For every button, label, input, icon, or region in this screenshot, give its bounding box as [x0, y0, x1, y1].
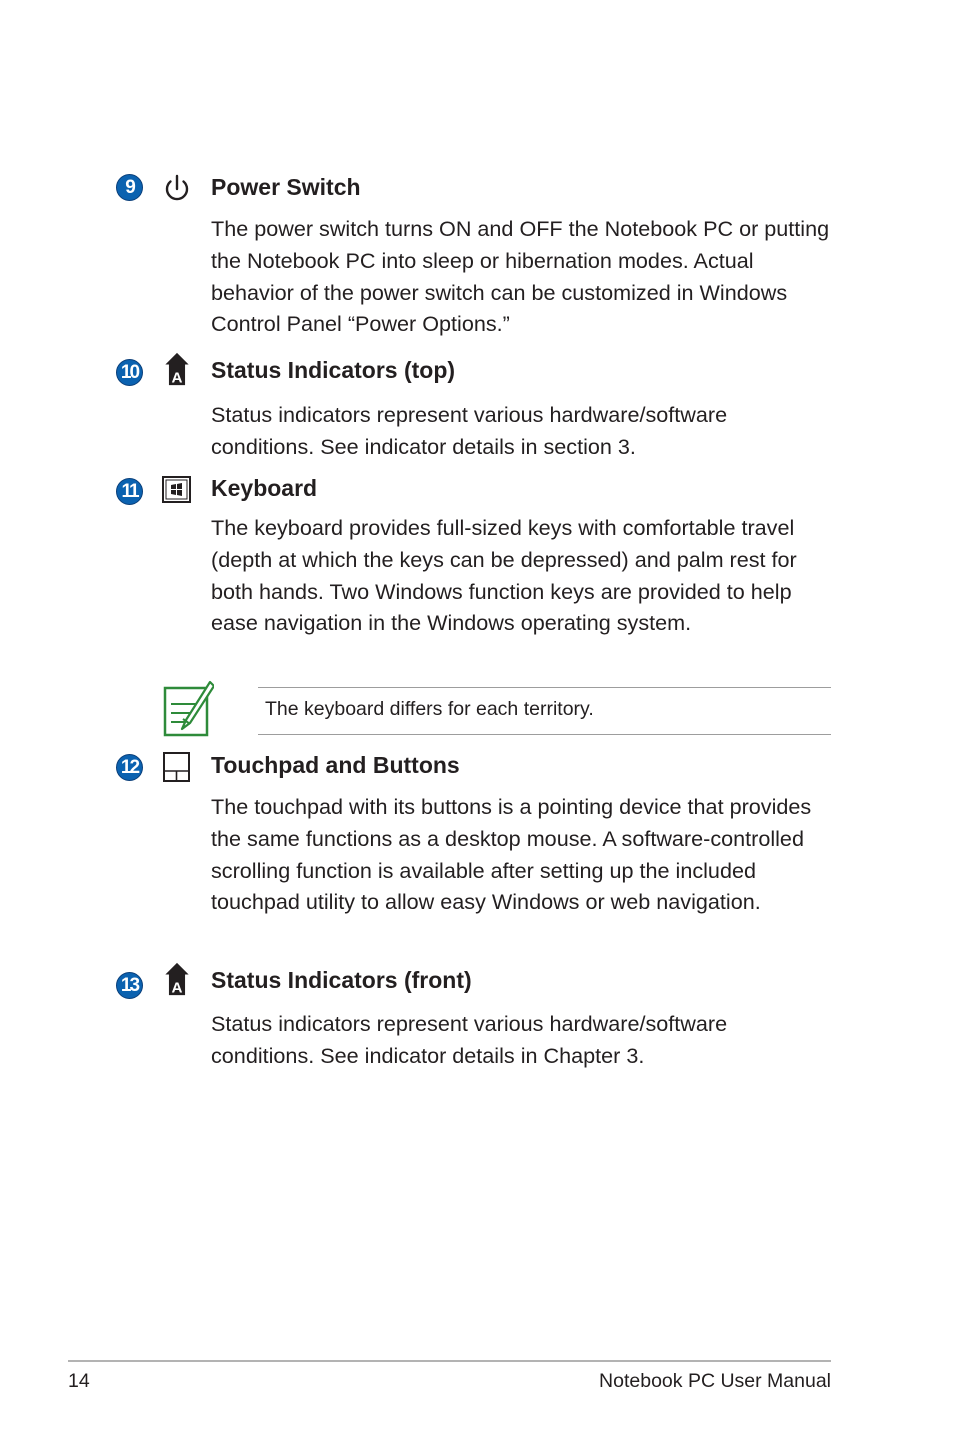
section-body: The touchpad with its buttons is a pointing device that provides the same functions as a desktop mouse. A software-controlled scrolling function is available after setting up the included touchpad utility to allow easy Windows or web navigation.	[211, 794, 812, 915]
note-bottom-rule	[258, 734, 831, 735]
svg-text:A: A	[171, 979, 183, 996]
section-heading: Status Indicators (front)	[211, 967, 472, 993]
section-heading: Keyboard	[211, 475, 318, 501]
power-icon	[160, 172, 194, 206]
svg-text:A: A	[171, 369, 183, 386]
section-body: The keyboard provides full-sized keys with comfortable travel (depth at which the keys can be depressed) and palm rest for both hands. Two Windows function keys are provided to help ease navigation in the Windows operating system.	[211, 515, 797, 636]
section-body: The power switch turns ON and OFF the Notebook PC or putting the Notebook PC into sleep or hibernation modes. Actual behavior of the power switch can be customized in Windows Control Panel “Power Options.”	[211, 216, 830, 337]
note-pencil-icon	[162, 680, 214, 738]
section-heading: Touchpad and Buttons	[211, 752, 460, 778]
manual-title: Notebook PC User Manual	[599, 1370, 831, 1392]
note-text: The keyboard differs for each territory.	[265, 698, 594, 720]
item-number-badge: 12	[116, 754, 143, 781]
item-number-badge: 11	[116, 478, 143, 505]
section-body: Status indicators represent various hardware/software conditions. See indicator details in section 3.	[211, 402, 728, 459]
item-number-badge: 9	[116, 174, 143, 201]
note-top-rule	[258, 687, 831, 688]
item-number-badge: 10	[116, 359, 143, 386]
windows-key-icon	[160, 474, 194, 508]
section-heading: Power Switch	[211, 174, 361, 200]
footer-rule	[68, 1360, 831, 1362]
caps-lock-indicator-icon	[160, 962, 194, 996]
section-body: Status indicators represent various hardware/software conditions. See indicator details in Chapter 3.	[211, 1011, 728, 1068]
item-number-badge: 13	[116, 972, 143, 999]
touchpad-icon	[160, 750, 194, 784]
section-heading: Status Indicators (top)	[211, 357, 456, 383]
caps-lock-indicator-icon	[160, 352, 194, 386]
page-number: 14	[68, 1370, 90, 1392]
